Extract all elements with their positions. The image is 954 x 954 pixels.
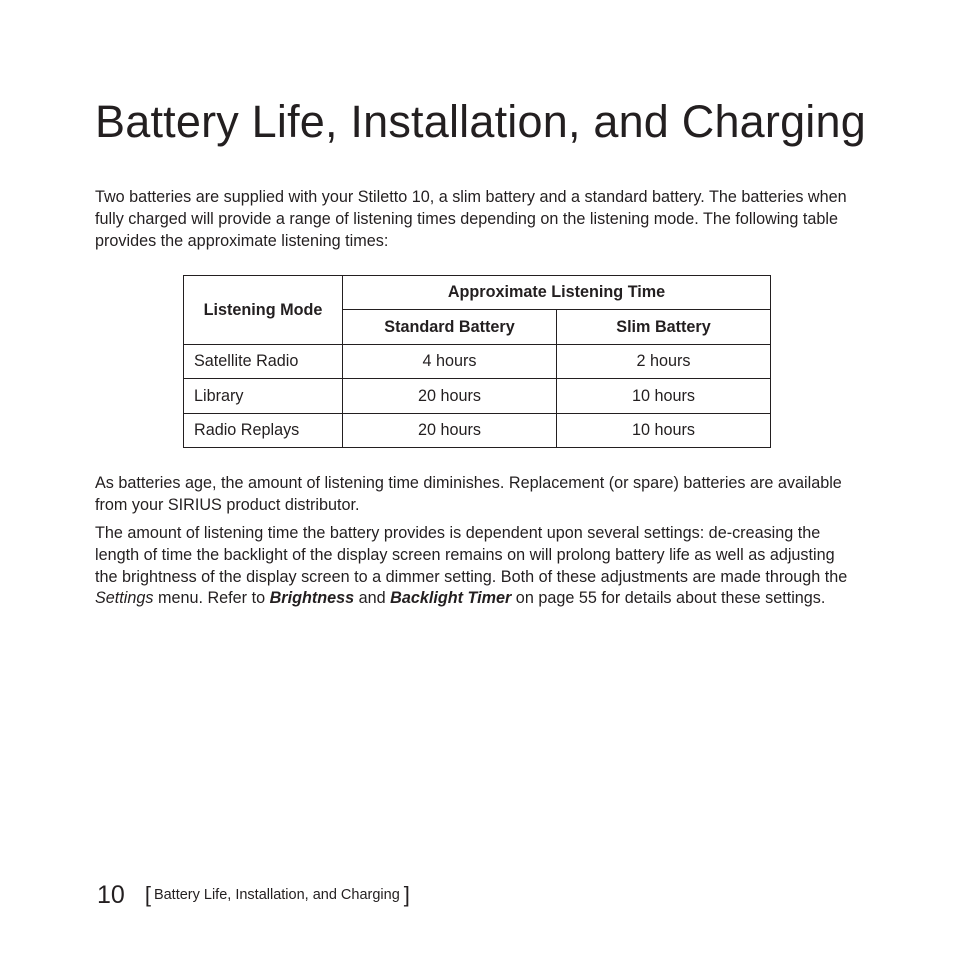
table-row — [184, 414, 771, 448]
aging-paragraph: As batteries age, the amount of listening time diminishes. Replacement (or spare) batteries are available from your SIRIUS product distributor. — [95, 474, 842, 514]
settings-text-2: menu. Refer to — [153, 589, 270, 608]
intro-paragraph: Two batteries are supplied with your Stiletto 10, a slim battery and a standard battery. The batteries when fully charged will provide a range of listening times depending on the listening mode. The following table provides the approximate listening times: — [95, 188, 847, 250]
close-bracket: ] — [403, 882, 410, 907]
settings-menu-name: Settings — [95, 589, 154, 608]
header-listening-mode: Listening Mode — [184, 276, 343, 345]
settings-text-1: The amount of listening time the battery provides is dependent upon several settings: de-creasing the length of time the backlight of the display screen remains on will prolong battery life as well as adjusting the brightness of the display screen to a dimmer setting. Both of these adjustments are made through the — [95, 524, 848, 586]
header-slim-battery: Slim Battery — [557, 310, 771, 345]
settings-text-and: and — [354, 589, 391, 608]
settings-paragraph — [95, 523, 857, 610]
cell-slim: 10 hours — [557, 379, 771, 414]
page-footer — [97, 880, 410, 910]
cell-slim: 10 hours — [557, 414, 771, 448]
cell-mode: Library — [184, 379, 343, 414]
table-row — [184, 379, 771, 414]
open-bracket: [ — [144, 882, 151, 907]
cell-standard: 4 hours — [343, 345, 557, 379]
cell-slim: 2 hours — [557, 345, 771, 379]
table-row — [184, 345, 771, 379]
brightness-ref: Brightness — [269, 589, 355, 608]
listening-time-table — [183, 275, 771, 448]
cell-mode: Satellite Radio — [184, 345, 343, 379]
cell-standard: 20 hours — [343, 379, 557, 414]
backlight-timer-ref: Backlight Timer — [390, 589, 512, 608]
header-standard-battery: Standard Battery — [343, 310, 557, 345]
page-number: 10 — [97, 881, 125, 909]
settings-text-3: on page 55 for details about these settings. — [511, 589, 826, 608]
footer-section-title: Battery Life, Installation, and Charging — [153, 887, 400, 903]
header-approx-listening-time: Approximate Listening Time — [343, 276, 771, 310]
cell-mode: Radio Replays — [184, 414, 343, 448]
page-title: Battery Life, Installation, and Charging — [95, 96, 866, 148]
cell-standard: 20 hours — [343, 414, 557, 448]
